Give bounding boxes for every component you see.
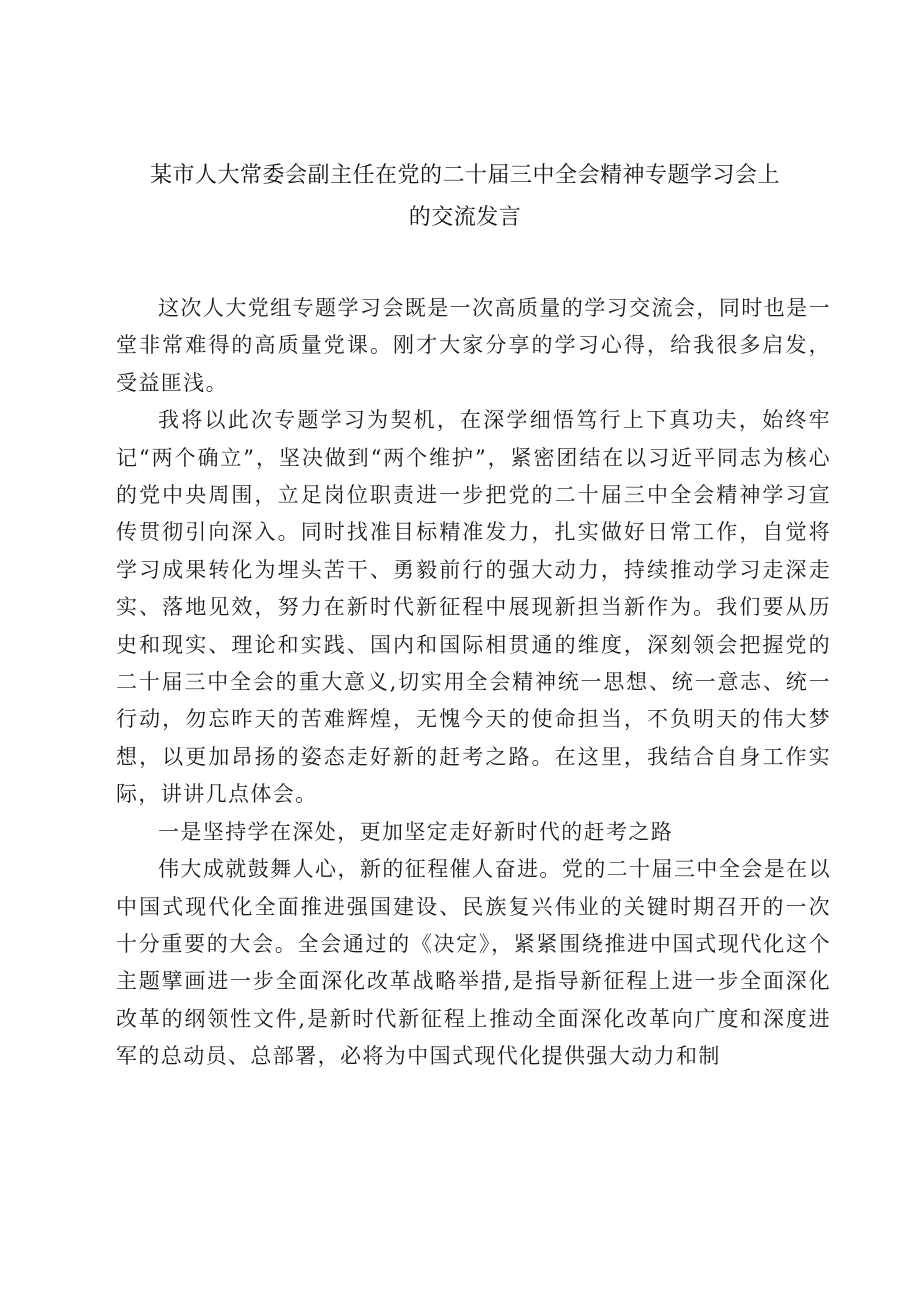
document-title-line1: 某市人大常委会副主任在党的二十届三中全会精神专题学习会上 [149, 163, 780, 188]
paragraph-intro: 这次人大党组专题学习会既是一次高质量的学习交流会，同时也是一堂非常难得的高质量党课。刚才大家分享的学习心得，给我很多启发，受益匪浅。 [116, 296, 831, 395]
document-body [116, 290, 831, 1076]
paragraph-commitment: 我将以此次专题学习为契机，在深学细悟笃行上下真功夫，始终牢记“两个确立”，坚决做到“两个维护”，紧密团结在以习近平同志为核心的党中央周围，立足岗位职责进一步把党的二十届三中全会精神学习宣传贯彻引向深入。同时找准目标精准发力，扎实做好日常工作，自觉将学习成果转化为埋头苦干、勇毅前行的强大动力，持续推动学习走深走实、落地见效，努力在新时代新征程中展现新担当新作为。我们要从历史和现实、理论和实践、国内和国际相贯通的维度，深刻领会把握党的二十届三中全会的重大意义,切实用全会精神统一思想、统一意志、统一行动，勿忘昨天的苦难辉煌，无愧今天的使命担当，不负明天的伟大梦想，以更加昂扬的姿态走好新的赶考之路。在这里，我结合自身工作实际，讲讲几点体会。 [116, 408, 831, 807]
document-title-line2: 的交流发言 [408, 205, 522, 230]
paragraph-section-1: 伟大成就鼓舞人心，新的征程催人奋进。党的二十届三中全会是在以中国式现代化全面推进强国建设、民族复兴伟业的关键时期召开的一次十分重要的大会。全会通过的《决定》，紧紧围绕推进中国式现代化这个主题擘画进一步全面深化改革战略举措,是指导新征程上进一步全面深化改革的纲领性文件,是新时代新征程上推动全面深化改革向广度和深度进军的总动员、总部署，必将为中国式现代化提供强大动力和制 [116, 857, 831, 1069]
section-heading-1: 一是坚持学在深处，更加坚定走好新时代的赶考之路 [158, 819, 674, 844]
